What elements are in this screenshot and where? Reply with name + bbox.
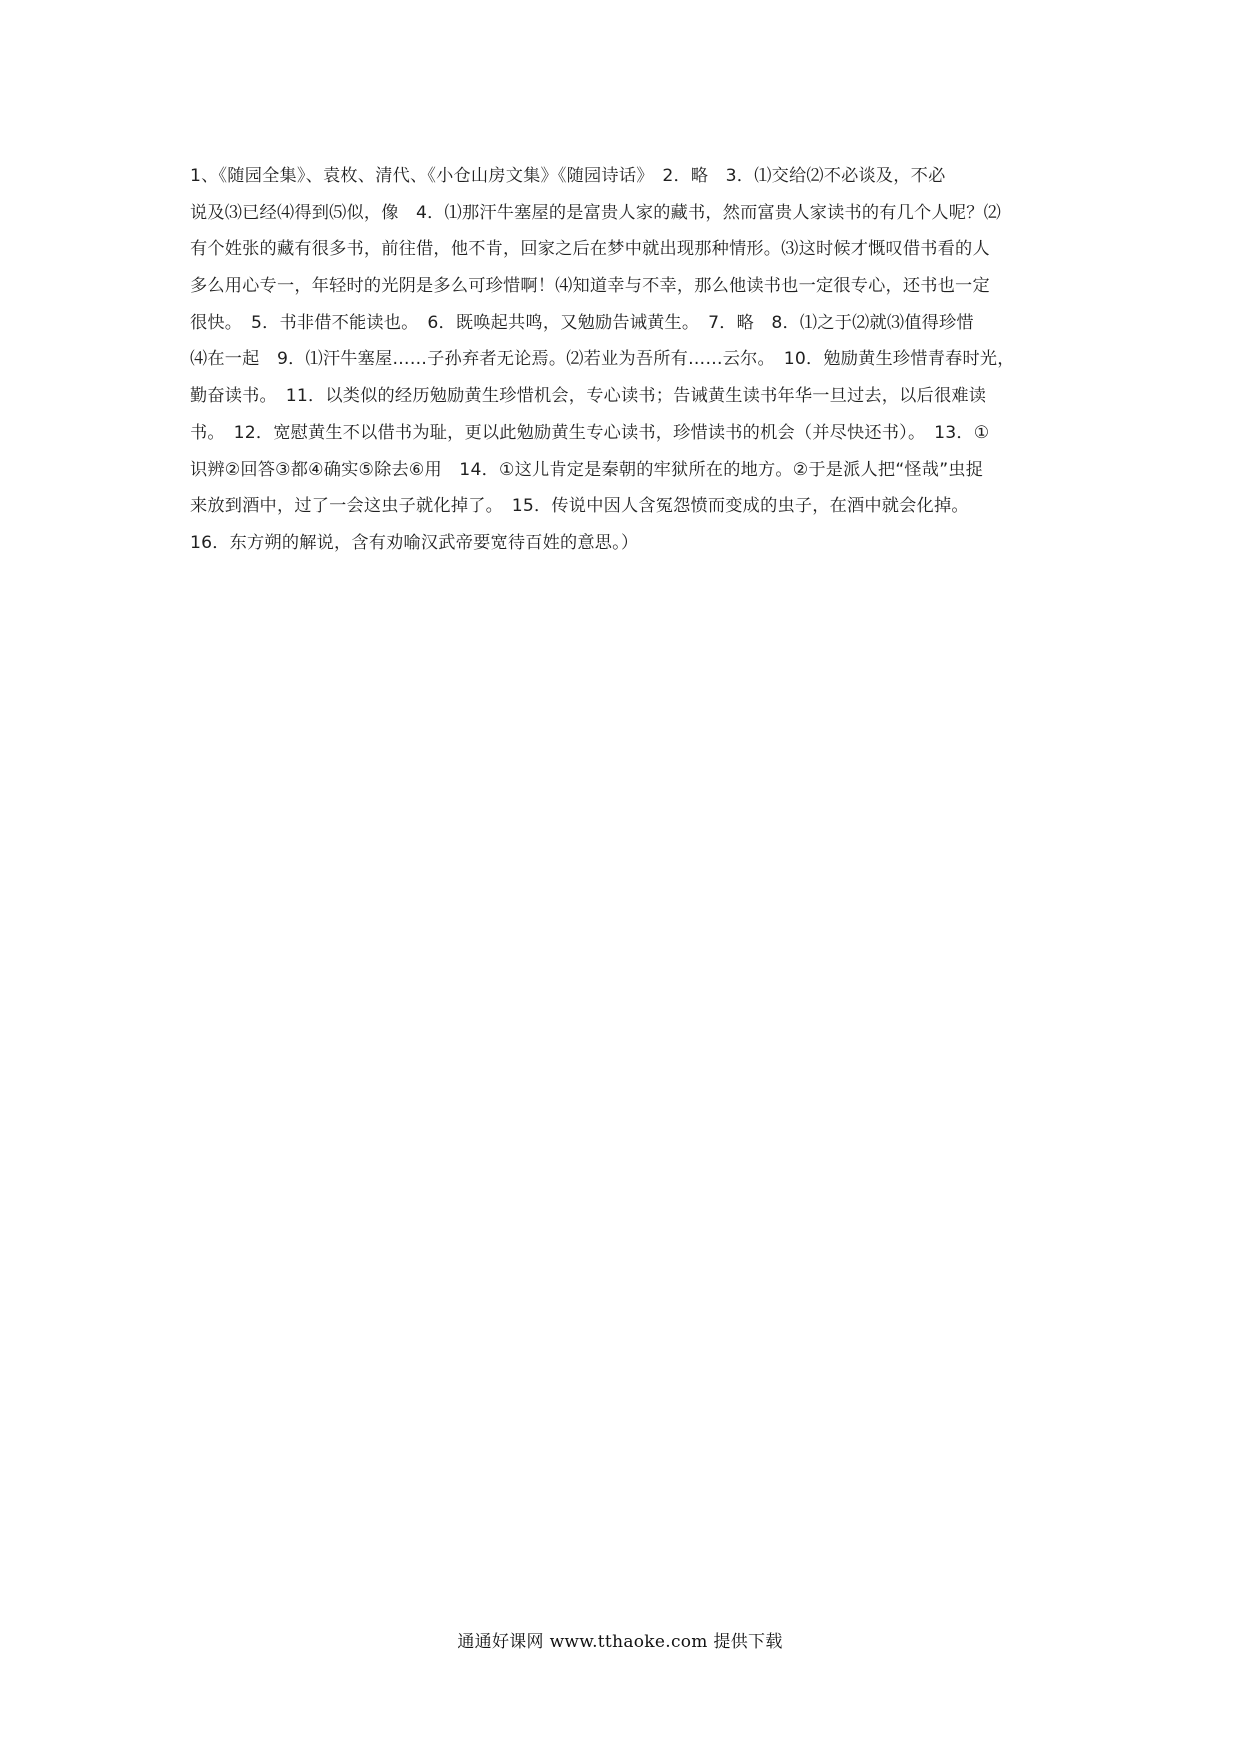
answer-line: 说及⑶已经⑷得到⑸似，像 4．⑴那汗牛塞屋的是富贵人家的藏书，然而富贵人家读书的有几个人呢？⑵ [190, 202, 1001, 223]
answer-line: 16．东方朔的解说，含有劝喻汉武帝要宽待百姓的意思。） [190, 532, 639, 553]
answer-line: 很快。 5．书非借不能读也。 6．既唤起共鸣，又勉励告诫黄生。 7．略 8．⑴之于⑵就⑶值得珍惜 [190, 312, 974, 333]
answer-line: 多么用心专一，年轻时的光阴是多么可珍惜啊！⑷知道幸与不幸，那么他读书也一定很专心，还书也一定 [190, 276, 990, 297]
answer-text-block [190, 158, 1060, 562]
answer-line: ⑷在一起 9．⑴汗牛塞屋……子孙弃者无论焉。⑵若业为吾所有……云尔。 10．勉励黄生珍惜青春时光， [190, 349, 1015, 370]
answer-line: 勤奋读书。 11．以类似的经历勉励黄生珍惜机会，专心读书；告诫黄生读书年华一旦过去，以后很难读 [190, 386, 987, 407]
answer-line: 书。 12．宽慰黄生不以借书为耻，更以此勉励黄生专心读书，珍惜读书的机会（并尽快还书）。 13．① [190, 422, 990, 443]
page-footer: 通通好课网 www.tthaoke.com 提供下载 [457, 1632, 783, 1652]
answer-line: 1、《随园全集》、袁枚、清代、《小仓山房文集》《随园诗话》 2．略 3．⑴交给⑵不必谈及，不必 [190, 166, 946, 186]
answer-line: 来放到酒中，过了一会这虫子就化掉了。 15．传说中因人含冤怨愤而变成的虫子，在酒中就会化掉。 [190, 496, 969, 517]
answer-line: 识辨②回答③都④确实⑤除去⑥用 14．①这儿肯定是秦朝的牢狱所在的地方。②于是派人把“怪哉”虫捉 [190, 459, 984, 480]
answer-line: 有个姓张的藏有很多书，前往借，他不肯，回家之后在梦中就出现那种情形。⑶这时候才慨叹借书看的人 [190, 239, 990, 260]
